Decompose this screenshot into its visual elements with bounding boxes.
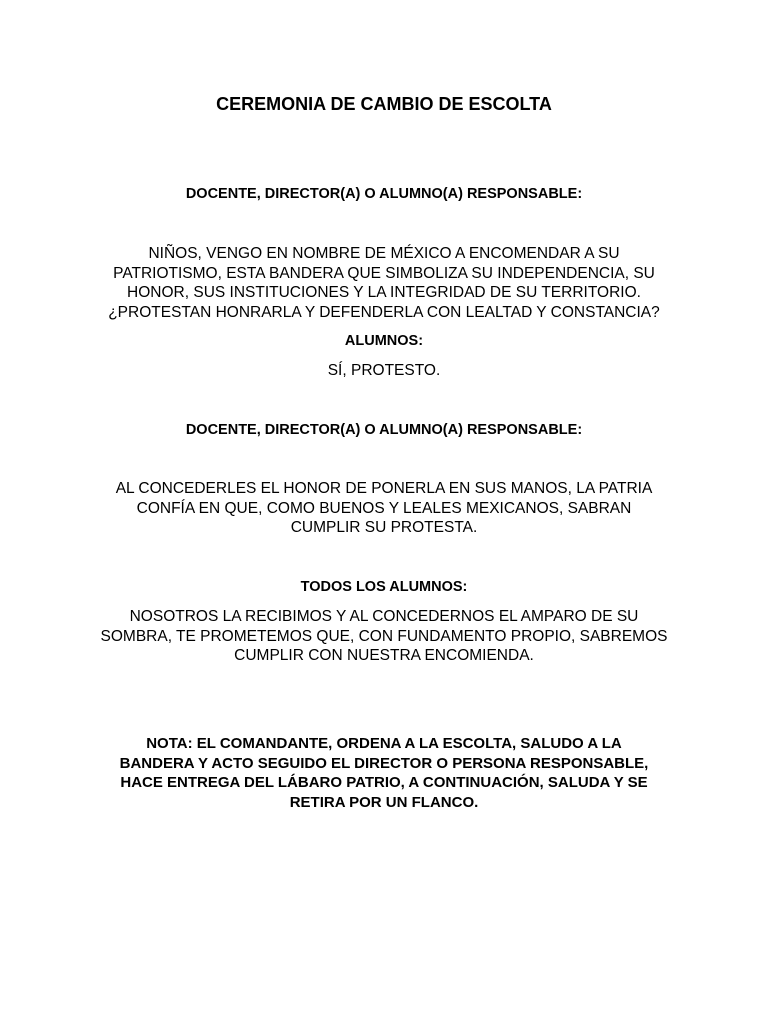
speaker-label-4: TODOS LOS ALUMNOS: [300,579,468,595]
page-title: CEREMONIA DE CAMBIO DE ESCOLTA [216,94,552,114]
speaker-label-2: ALUMNOS: [344,333,424,349]
note-paragraph: NOTA: EL COMANDANTE, ORDENA A LA ESCOLTA, SALUDO A LA BANDERA Y ACTO SEGUIDO EL DIRECTOR O PERSONA RESPONSABLE, HACE ENTREGA DEL LÁBARO PATRIO, A CONTINUACIÓN, SALUDA Y SE RETIRA POR UN FLANCO. [119,735,649,811]
paragraph-promise: NOSOTROS LA RECIBIMOS Y AL CONCEDERNOS EL AMPARO DE SU SOMBRA, TE PROMETEMOS QUE, CON FUNDAMENTO PROPIO, SABREMOS CUMPLIR CON NUESTRA ENCOMIENDA. [100,608,668,664]
paragraph-oath-answer: SÍ, PROTESTO. [327,362,441,379]
speaker-label-3: DOCENTE, DIRECTOR(A) O ALUMNO(A) RESPONSABLE: [185,422,583,438]
paragraph-oath-question: NIÑOS, VENGO EN NOMBRE DE MÉXICO A ENCOMENDAR A SU PATRIOTISMO, ESTA BANDERA QUE SIMBOLIZA SU INDEPENDENCIA, SU HONOR, SUS INSTITUCIONES Y LA INTEGRIDAD DE SU TERRITORIO. ¿PROTESTAN HONRARLA Y DEFENDERLA CON LEALTAD Y CONSTANCIA? [108,245,660,321]
speaker-label-1: DOCENTE, DIRECTOR(A) O ALUMNO(A) RESPONSABLE: [185,186,583,202]
paragraph-trust: AL CONCEDERLES EL HONOR DE PONERLA EN SUS MANOS, LA PATRIA CONFÍA EN QUE, COMO BUENOS Y LEALES MEXICANOS, SABRAN CUMPLIR SU PROTESTA. [115,480,653,536]
